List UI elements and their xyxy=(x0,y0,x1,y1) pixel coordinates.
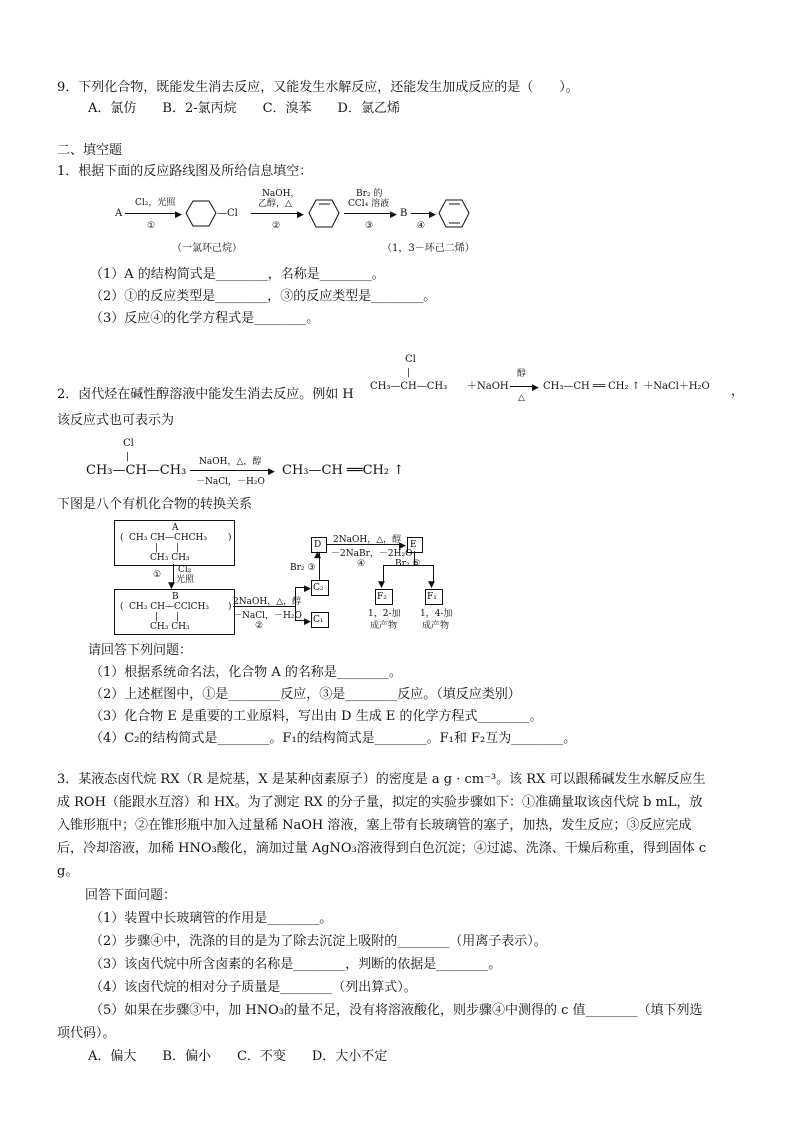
step4-cond-top: 2NaOH，△，醇 xyxy=(333,535,402,545)
arrow-head: ▲ xyxy=(314,550,321,560)
eq2-right: CH₃—CH ══CH₂ ↑ xyxy=(282,463,405,478)
p3-q2: （2）步骤④中，洗涤的目的是为了除去沉淀上吸附的________（用离子表示）。 xyxy=(90,934,547,949)
p2-q2: （2）上述框图中，①是________反应，③是________反应。（填反应类别） xyxy=(90,687,521,702)
p1-label-chlorocyclohexane: （一氯环己烷） xyxy=(172,243,242,254)
p2-stem-a: 2．卤代烃在碱性醇溶液中能发生消去反应。例如 H xyxy=(57,387,354,402)
step1-cond: Cl₂ xyxy=(178,565,192,575)
p3-line3: 入锥形瓶中；②在锥形瓶中加入过量稀 NaOH 溶液，塞上带有长玻璃管的塞子，加热，发生反应；③反应完成 xyxy=(57,818,692,833)
p3-q4: （4）该卤代烷的相对分子质量是________（列出算式）。 xyxy=(90,980,417,995)
step2-cond-bot: －NaCl，－H₂O xyxy=(233,611,302,621)
p1-label-cyclohexadiene: （1，3－环己二烯） xyxy=(382,243,475,254)
section-heading: 二、填空题 xyxy=(57,143,123,158)
p1-r1-num: ① xyxy=(147,221,156,231)
cyclohexadiene-ring-icon xyxy=(438,198,470,230)
compound-b-label: B xyxy=(172,592,179,602)
bond: | | xyxy=(155,543,180,553)
arrow-head: ▶ xyxy=(304,617,311,627)
arrow-head: ▶ xyxy=(399,541,406,551)
p1-r1-cond: Cl₂，光照 xyxy=(135,198,176,208)
p1-r2-num: ② xyxy=(272,221,281,231)
eq1-cl: Cl xyxy=(405,354,416,365)
p1-cl-substituent: —Cl xyxy=(217,208,238,219)
arrow-head: ▶ xyxy=(390,210,397,220)
eq1-bond: | xyxy=(407,368,411,378)
p2-ask: 请回答下列问题： xyxy=(88,643,193,658)
p2-q4: （4）C₂的结构简式是________。F₁的结构简式是________。F₁和 F₂互为________。 xyxy=(90,731,577,746)
p1-q2: （2）①的反应类型是________，③的反应类型是________。 xyxy=(90,289,437,304)
p1-r3-cond2: CCl₄ 溶液 xyxy=(348,199,390,209)
p3-line2: 成 ROH（能跟水互溶）和 HX。为了测定 RX 的分子量，拟定的实验步骤如下：①准确量取该卤代烷 b mL，放 xyxy=(57,795,703,810)
p3-line1: 3．某液态卤代烷 RX（R 是烷基，X 是某种卤素原子）的密度是 a g · cm⁻³。该 RX 可以跟稀碱发生水解反应生 xyxy=(57,772,706,787)
f1-label-2: 成产物 xyxy=(422,621,450,631)
eq1-right: CH₃—CH ══ CH₂ ↑ ＋NaCl＋H₂O xyxy=(543,381,710,392)
p3-line5: g。 xyxy=(57,864,79,879)
arrow-head: ▶ xyxy=(532,383,539,393)
compound-a-formula: CH₃ CH—CHCH₃ xyxy=(129,533,208,543)
p3-q5a: （5）如果在步骤③中，加 HNO₃的量不足，没有将溶液酸化，则步骤④中测得的 c 值________（填下列选 xyxy=(90,1003,703,1018)
compound-c2: C₂ xyxy=(313,583,324,593)
paren: ( xyxy=(120,602,124,612)
step5-cond: Br₂ ⑤ xyxy=(395,559,421,569)
compound-a-label: A xyxy=(172,523,179,533)
eq1-reagent: ＋NaOH xyxy=(467,381,509,392)
q9-options: A．氯仿 B．2-氯丙烷 C．溴苯 D．氯乙烯 xyxy=(88,101,400,116)
step3-cond: Br₂ ③ xyxy=(290,563,316,573)
eq2-cond-top: NaOH，△，醇 xyxy=(199,457,262,467)
q9-stem: 9．下列化合物，既能发生消去反应，又能发生水解反应，还能发生加成反应的是（ ）。 xyxy=(57,80,579,95)
compound-c1: C₁ xyxy=(313,615,324,625)
p3-line4: 后，冷却溶液，加稀 HNO₃酸化，滴加过量 AgNO₃溶液得到白色沉淀；④过滤、洗涤、干燥后称重，得到固体 c xyxy=(57,841,707,856)
arrow-head: ▼ xyxy=(168,581,175,591)
p1-r2-cond1: NaOH， xyxy=(262,189,300,199)
p1-r3-num: ③ xyxy=(365,221,374,231)
compound-f2: F₂ xyxy=(377,592,387,602)
p2-stem-b: 该反应式也可表示为 xyxy=(57,413,175,428)
eq1-cond-bot: △ xyxy=(518,393,525,403)
arrow-head: ▶ xyxy=(175,210,182,220)
arrow-head: ▶ xyxy=(429,210,436,220)
p2-q3: （3）化合物 E 是重要的工业原料，写出由 D 生成 E 的化学方程式________。 xyxy=(90,709,543,724)
p1-q3: （3）反应④的化学方程式是________。 xyxy=(90,311,320,326)
p2-q1: （1）根据系统命名法，化合物 A 的名称是________。 xyxy=(90,665,402,680)
cyclohexane-ring-icon xyxy=(185,199,217,229)
p1-r4-num: ④ xyxy=(417,221,426,231)
p3-options: A．偏大 B．偏小 C．不变 D．大小不定 xyxy=(88,1049,388,1064)
step4-num: ④ xyxy=(357,559,366,569)
paren: ) xyxy=(228,602,232,612)
eq2-bond: | xyxy=(126,452,130,462)
step2-cond-top: 2NaOH，△，醇 xyxy=(233,597,302,607)
paren: ) xyxy=(228,533,232,543)
arrow-head: ▶ xyxy=(297,210,304,220)
cyclohexene-ring-icon xyxy=(308,198,340,230)
arrow-head: ▼ xyxy=(378,580,385,590)
paren: ( xyxy=(120,533,124,543)
arrow-head: ▼ xyxy=(428,580,435,590)
p1-stem: 1．根据下面的反应路线图及所给信息填空： xyxy=(57,164,313,179)
compound-f1: F₁ xyxy=(427,592,437,602)
p1-q1: （1）A 的结构简式是________，名称是________。 xyxy=(90,267,385,282)
eq2-left: CH₃—CH—CH₃ xyxy=(86,463,187,478)
step2-num: ② xyxy=(255,621,264,631)
p3-q3: （3）该卤代烷中所含卤素的名称是________，判断的依据是________。 xyxy=(90,957,502,972)
compound-a-branches: CH₃ CH₃ xyxy=(150,553,190,563)
p1-compound-a: A xyxy=(115,208,123,219)
p3-ask: 回答下面问题： xyxy=(85,888,177,903)
eq1-left: CH₃—CH—CH₃ xyxy=(370,381,448,392)
eq1-cond-top: 醇 xyxy=(517,369,527,379)
bond: | | xyxy=(155,612,180,622)
p3-q5b: 项代码）。 xyxy=(57,1026,116,1041)
arrow-head: ▶ xyxy=(268,467,275,477)
p1-r3-cond1: Br₂ 的 xyxy=(356,189,383,199)
compound-b-formula: CH₃ CH—CClCH₃ xyxy=(129,602,209,612)
f1-label-1: 1，4-加 xyxy=(420,609,453,619)
eq1-comma: ， xyxy=(731,384,745,399)
compound-e: E xyxy=(410,540,417,550)
step1-cond2: 光照 xyxy=(176,575,195,585)
eq2-cond-bot: －NaCl，－H₂O xyxy=(196,477,265,487)
compound-d: D xyxy=(314,540,322,550)
f2-label-1: 1，2-加 xyxy=(368,609,401,619)
p1-compound-b: B xyxy=(400,208,408,219)
step1-num: ① xyxy=(153,570,162,580)
p1-r2-cond2: 乙醇，△ xyxy=(258,199,292,209)
p3-q1: （1）装置中长玻璃管的作用是________。 xyxy=(90,911,333,926)
f2-label-2: 成产物 xyxy=(370,621,398,631)
eq2-cl: Cl xyxy=(123,438,134,449)
p2-stem-c: 下图是八个有机化合物的转换关系 xyxy=(57,497,253,512)
step4-cond-bot: －2NaBr，－2H₂O xyxy=(331,549,413,559)
arrow-head: ▶ xyxy=(304,584,311,594)
compound-b-branches: CH₃ CH₃ xyxy=(150,622,190,632)
